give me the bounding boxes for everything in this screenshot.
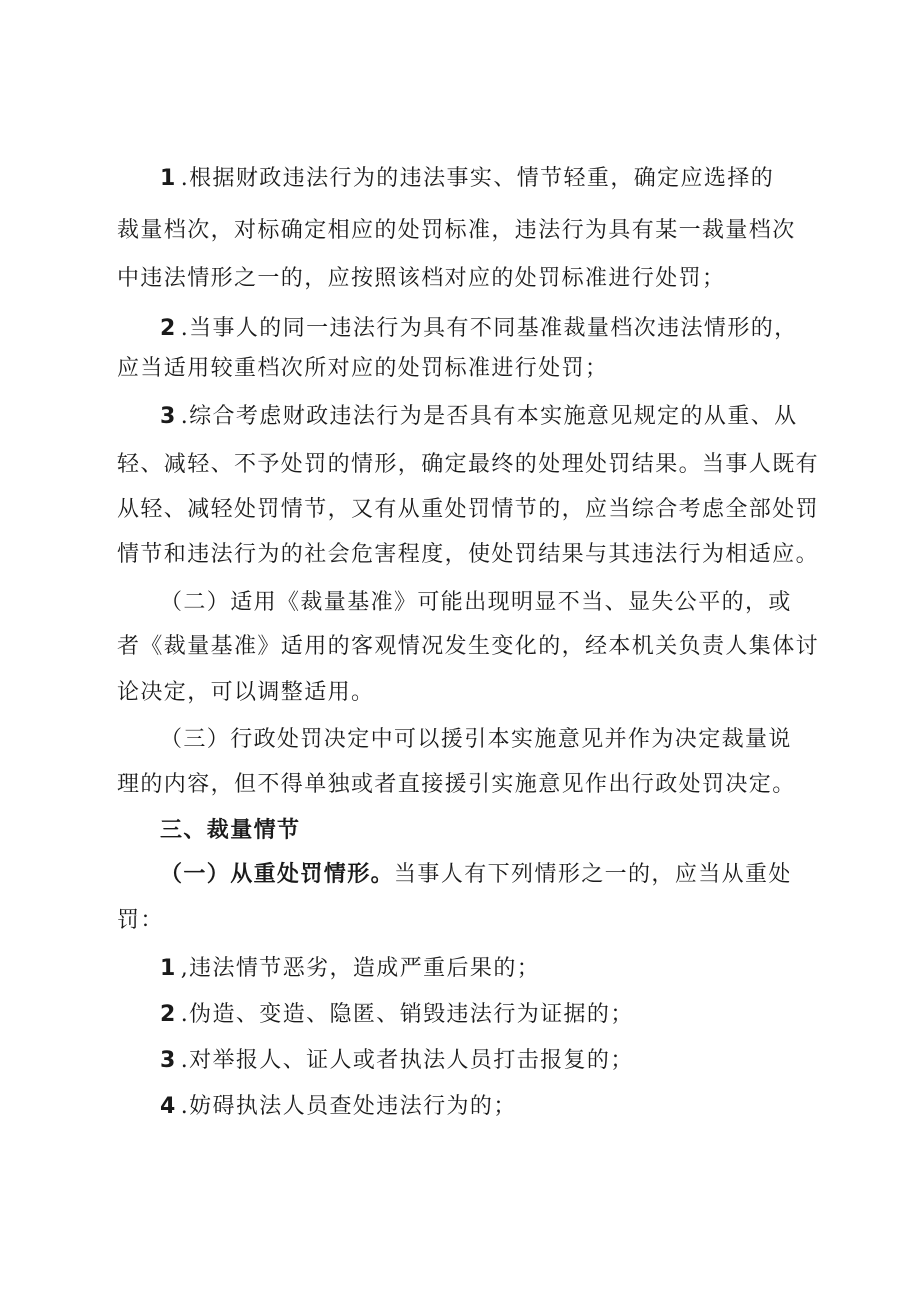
list-item: 4 .妨碍执法人员查处违法行为的； bbox=[160, 1094, 517, 1119]
item-number: 2 bbox=[160, 1002, 177, 1027]
paragraph-1-line-2: 裁量档次，对标确定相应的处罚标准，违法行为具有某一裁量档次 bbox=[117, 218, 796, 243]
item-number: 4 bbox=[160, 1094, 177, 1119]
paragraph-4-line-1: （二）适用《裁量基准》可能出现明显不当、显失公平的，或 bbox=[160, 590, 792, 615]
paragraph-3-line-4: 情节和违法行为的社会危害程度，使处罚结果与其违法行为相适应。 bbox=[117, 542, 820, 567]
paragraph-1-line-3: 中违法情形之一的，应按照该档对应的处罚标准进行处罚； bbox=[117, 266, 726, 291]
paragraph-3-line-1: 3 .综合考虑财政违法行为是否具有本实施意见规定的从重、从 bbox=[160, 404, 798, 429]
subsection-line-2: 罚： bbox=[117, 908, 164, 933]
subsection-line-1: （一）从重处罚情形。当事人有下列情形之一的，应当从重处 bbox=[160, 862, 792, 887]
section-heading: 三、裁量情节 bbox=[160, 818, 301, 843]
list-item: 2 .伪造、变造、隐匿、销毁违法行为证据的； bbox=[160, 1002, 634, 1027]
item-number: 3 bbox=[160, 1048, 177, 1073]
item-number: 1 bbox=[160, 956, 177, 981]
paragraph-5-line-1: （三）行政处罚决定中可以援引本实施意见并作为决定裁量说 bbox=[160, 727, 792, 752]
paragraph-3-line-2: 轻、减轻、不予处罚的情形，确定最终的处理处罚结果。当事人既有 bbox=[117, 452, 820, 477]
paragraph-2-line-1: 2 .当事人的同一违法行为具有不同基准裁量档次违法情形的， bbox=[160, 316, 798, 341]
paragraph-4-line-2: 者《裁量基准》适用的客观情况发生变化的，经本机关负责人集体讨 bbox=[117, 634, 820, 659]
item-number: 2 bbox=[160, 316, 177, 341]
paragraph-3-line-3: 从轻、减轻处罚情节，又有从重处罚情节的，应当综合考虑全部处罚 bbox=[117, 497, 820, 522]
list-item: 1 ,违法情节恶劣，造成严重后果的； bbox=[160, 956, 541, 981]
subsection-title: （一）从重处罚情形。 bbox=[160, 862, 395, 887]
item-number: 3 bbox=[160, 404, 177, 429]
paragraph-1-line-1: 1 .根据财政违法行为的违法事实、情节轻重，确定应选择的 bbox=[160, 166, 775, 191]
paragraph-5-line-2: 理的内容，但不得单独或者直接援引实施意见作出行政处罚决定。 bbox=[117, 772, 796, 797]
list-item: 3 .对举报人、证人或者执法人员打击报复的； bbox=[160, 1048, 634, 1073]
paragraph-4-line-3: 论决定，可以调整适用。 bbox=[117, 680, 375, 705]
paragraph-2-line-2: 应当适用较重档次所对应的处罚标准进行处罚； bbox=[117, 356, 609, 381]
item-number: 1 bbox=[160, 166, 177, 191]
